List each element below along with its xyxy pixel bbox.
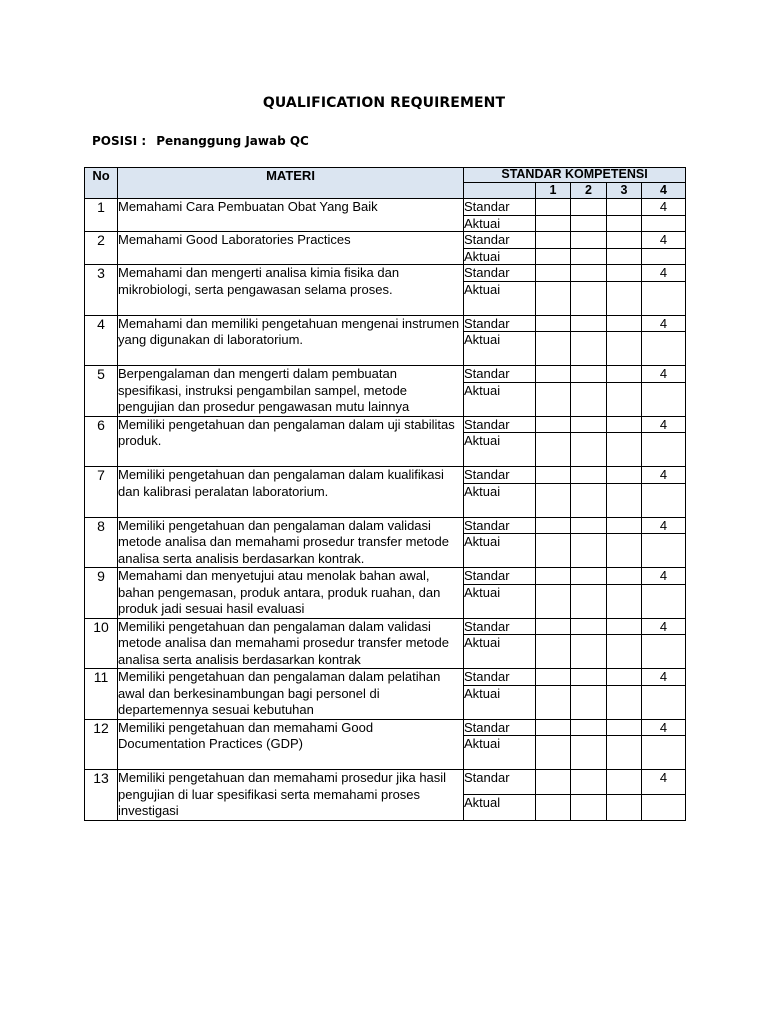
standar-label: Standar xyxy=(464,416,536,433)
aktual-level-4-cell xyxy=(642,534,686,568)
table-row xyxy=(85,719,686,736)
aktual-level-1-cell xyxy=(536,433,571,467)
standar-level-3-cell xyxy=(607,618,642,635)
standar-level-2-cell xyxy=(571,199,607,216)
standar-level-1-cell xyxy=(536,265,571,282)
aktual-label: Aktuai xyxy=(464,248,536,265)
standar-level-1-cell xyxy=(536,719,571,736)
aktual-level-2-cell xyxy=(571,248,607,265)
aktual-label: Aktuai xyxy=(464,685,536,719)
aktual-label: Aktuai xyxy=(464,483,536,517)
standar-level-4-cell: 4 xyxy=(642,517,686,534)
aktual-level-2-cell xyxy=(571,534,607,568)
standar-label: Standar xyxy=(464,315,536,332)
row-number: 9 xyxy=(85,568,118,619)
header-level-4: 4 xyxy=(642,183,686,199)
table-row xyxy=(85,265,686,282)
standar-level-3-cell xyxy=(607,467,642,484)
standar-level-3-cell xyxy=(607,770,642,795)
aktual-level-2-cell xyxy=(571,281,607,315)
standar-level-2-cell xyxy=(571,568,607,585)
aktual-level-4-cell xyxy=(642,332,686,366)
header-level-1: 1 xyxy=(536,183,571,199)
standar-level-2-cell xyxy=(571,265,607,282)
aktual-label: Aktuai xyxy=(464,635,536,669)
row-number: 8 xyxy=(85,517,118,568)
standar-level-1-cell xyxy=(536,232,571,249)
standar-level-1-cell xyxy=(536,770,571,795)
standar-level-2-cell xyxy=(571,770,607,795)
standar-level-4-cell: 4 xyxy=(642,232,686,249)
standar-level-4-cell: 4 xyxy=(642,416,686,433)
aktual-level-1-cell xyxy=(536,332,571,366)
materi-cell: Memiliki pengetahuan dan pengalaman dalam pelatihan awal dan berkesinambungan bagi personel di departemennya sesuai kebutuhan xyxy=(118,669,464,720)
position-value: Penanggung Jawab QC xyxy=(156,134,309,148)
aktual-level-1-cell xyxy=(536,248,571,265)
standar-level-4-cell: 4 xyxy=(642,315,686,332)
materi-cell: Memiliki pengetahuan dan pengalaman dalam validasi metode analisa dan memahami prosedur transfer metode analisa serta analisis berdasarkan kontrak. xyxy=(118,517,464,568)
standar-level-4-cell: 4 xyxy=(642,366,686,383)
row-number: 1 xyxy=(85,199,118,232)
row-number: 11 xyxy=(85,669,118,720)
table-row xyxy=(85,315,686,332)
aktual-level-3-cell xyxy=(607,433,642,467)
table-row xyxy=(85,232,686,249)
standar-level-4-cell: 4 xyxy=(642,770,686,795)
aktual-level-4-cell xyxy=(642,281,686,315)
header-level-2: 2 xyxy=(571,183,607,199)
materi-cell: Memahami Good Laboratories Practices xyxy=(118,232,464,265)
aktual-level-4-cell xyxy=(642,795,686,820)
aktual-level-3-cell xyxy=(607,248,642,265)
aktual-level-1-cell xyxy=(536,736,571,770)
standar-level-3-cell xyxy=(607,669,642,686)
aktual-level-1-cell xyxy=(536,795,571,820)
aktual-level-4-cell xyxy=(642,382,686,416)
table-row xyxy=(85,669,686,686)
standar-level-1-cell xyxy=(536,669,571,686)
aktual-level-1-cell xyxy=(536,281,571,315)
aktual-label: Aktuai xyxy=(464,215,536,232)
standar-level-2-cell xyxy=(571,669,607,686)
table-row xyxy=(85,618,686,635)
aktual-level-4-cell xyxy=(642,584,686,618)
table-row xyxy=(85,770,686,795)
standar-level-4-cell: 4 xyxy=(642,265,686,282)
standar-label: Standar xyxy=(464,719,536,736)
row-number: 4 xyxy=(85,315,118,366)
table-row xyxy=(85,568,686,585)
aktual-level-1-cell xyxy=(536,215,571,232)
table-row xyxy=(85,517,686,534)
aktual-level-3-cell xyxy=(607,584,642,618)
aktual-level-2-cell xyxy=(571,382,607,416)
aktual-level-3-cell xyxy=(607,483,642,517)
aktual-level-1-cell xyxy=(536,534,571,568)
aktual-level-2-cell xyxy=(571,433,607,467)
standar-level-2-cell xyxy=(571,232,607,249)
materi-cell: Memahami dan menyetujui atau menolak bahan awal, bahan pengemasan, produk antara, produk ruahan, dan produk jadi sesuai hasil evaluasi xyxy=(118,568,464,619)
qualification-table xyxy=(84,167,686,821)
standar-level-3-cell xyxy=(607,265,642,282)
standar-level-3-cell xyxy=(607,199,642,216)
standar-label: Standar xyxy=(464,467,536,484)
aktual-level-4-cell xyxy=(642,635,686,669)
standar-level-4-cell: 4 xyxy=(642,719,686,736)
standar-level-4-cell: 4 xyxy=(642,467,686,484)
aktual-level-2-cell xyxy=(571,483,607,517)
aktual-level-2-cell xyxy=(571,332,607,366)
standar-level-1-cell xyxy=(536,199,571,216)
table-row xyxy=(85,416,686,433)
standar-label: Standar xyxy=(464,199,536,216)
aktual-level-3-cell xyxy=(607,685,642,719)
standar-level-3-cell xyxy=(607,232,642,249)
document-title: QUALIFICATION REQUIREMENT xyxy=(262,95,506,111)
aktual-label: Aktuai xyxy=(464,584,536,618)
standar-level-2-cell xyxy=(571,467,607,484)
materi-cell: Memiliki pengetahuan dan pengalaman dalam kualifikasi dan kalibrasi peralatan laboratorium. xyxy=(118,467,464,518)
aktual-label: Aktuai xyxy=(464,382,536,416)
aktual-level-3-cell xyxy=(607,382,642,416)
standar-level-2-cell xyxy=(571,416,607,433)
standar-level-4-cell: 4 xyxy=(642,618,686,635)
aktual-level-1-cell xyxy=(536,685,571,719)
materi-cell: Berpengalaman dan mengerti dalam pembuatan spesifikasi, instruksi pengambilan sampel, metode pengujian dan prosedur pengawasan mutu lainnya xyxy=(118,366,464,417)
row-number: 10 xyxy=(85,618,118,669)
aktual-level-3-cell xyxy=(607,215,642,232)
materi-cell: Memahami dan mengerti analisa kimia fisika dan mikrobiologi, serta pengawasan selama proses. xyxy=(118,265,464,316)
aktual-level-2-cell xyxy=(571,215,607,232)
row-number: 3 xyxy=(85,265,118,316)
header-standar-kompetensi: STANDAR KOMPETENSI xyxy=(464,168,686,183)
aktual-level-1-cell xyxy=(536,483,571,517)
header-materi: MATERI xyxy=(118,168,464,199)
standar-level-1-cell xyxy=(536,618,571,635)
aktual-level-4-cell xyxy=(642,483,686,517)
standar-level-4-cell: 4 xyxy=(642,568,686,585)
aktual-label: Aktuai xyxy=(464,736,536,770)
table-row xyxy=(85,199,686,216)
position-label: POSISI : xyxy=(92,134,147,148)
aktual-level-4-cell xyxy=(642,215,686,232)
row-number: 5 xyxy=(85,366,118,417)
aktual-level-3-cell xyxy=(607,281,642,315)
aktual-label: Aktuai xyxy=(464,332,536,366)
standar-level-2-cell xyxy=(571,315,607,332)
standar-level-1-cell xyxy=(536,517,571,534)
table-body xyxy=(85,199,686,821)
standar-label: Standar xyxy=(464,265,536,282)
materi-cell: Memahami Cara Pembuatan Obat Yang Baik xyxy=(118,199,464,232)
materi-cell: Memiliki pengetahuan dan pengalaman dalam validasi metode analisa dan memahami prosedur transfer metode analisa serta analisis berdasarkan kontrak xyxy=(118,618,464,669)
header-no: No xyxy=(85,168,118,199)
standar-level-1-cell xyxy=(536,467,571,484)
aktual-level-2-cell xyxy=(571,736,607,770)
standar-label: Standar xyxy=(464,517,536,534)
standar-level-3-cell xyxy=(607,366,642,383)
aktual-level-2-cell xyxy=(571,584,607,618)
table-row xyxy=(85,467,686,484)
aktual-level-1-cell xyxy=(536,382,571,416)
table-row xyxy=(85,366,686,383)
aktual-level-3-cell xyxy=(607,332,642,366)
aktual-label: Aktuai xyxy=(464,534,536,568)
standar-level-4-cell: 4 xyxy=(642,199,686,216)
standar-level-3-cell xyxy=(607,568,642,585)
position-line xyxy=(92,134,309,148)
standar-label: Standar xyxy=(464,770,536,795)
materi-cell: Memahami dan memiliki pengetahuan mengenai instrumen yang digunakan di laboratorium. xyxy=(118,315,464,366)
row-number: 2 xyxy=(85,232,118,265)
table-header xyxy=(85,168,686,199)
aktual-level-2-cell xyxy=(571,685,607,719)
standar-level-3-cell xyxy=(607,315,642,332)
materi-cell: Memiliki pengetahuan dan memahami Good Documentation Practices (GDP) xyxy=(118,719,464,770)
header-level-3: 3 xyxy=(607,183,642,199)
row-number: 12 xyxy=(85,719,118,770)
aktual-level-4-cell xyxy=(642,248,686,265)
materi-cell: Memiliki pengetahuan dan memahami prosedur jika hasil pengujian di luar spesifikasi serta memahami proses investigasi xyxy=(118,770,464,821)
standar-level-2-cell xyxy=(571,719,607,736)
row-number: 7 xyxy=(85,467,118,518)
standar-level-3-cell xyxy=(607,517,642,534)
materi-cell: Memiliki pengetahuan dan pengalaman dalam uji stabilitas produk. xyxy=(118,416,464,467)
aktual-level-1-cell xyxy=(536,635,571,669)
standar-label: Standar xyxy=(464,669,536,686)
aktual-level-4-cell xyxy=(642,736,686,770)
standar-level-2-cell xyxy=(571,517,607,534)
standar-level-3-cell xyxy=(607,416,642,433)
standar-label: Standar xyxy=(464,618,536,635)
aktual-level-3-cell xyxy=(607,534,642,568)
aktual-level-3-cell xyxy=(607,736,642,770)
standar-level-1-cell xyxy=(536,366,571,383)
standar-level-1-cell xyxy=(536,568,571,585)
aktual-level-4-cell xyxy=(642,685,686,719)
aktual-level-4-cell xyxy=(642,433,686,467)
row-number: 13 xyxy=(85,770,118,821)
standar-label: Standar xyxy=(464,366,536,383)
standar-level-3-cell xyxy=(607,719,642,736)
standar-label: Standar xyxy=(464,232,536,249)
aktual-level-1-cell xyxy=(536,584,571,618)
aktual-label: Aktuai xyxy=(464,433,536,467)
aktual-level-2-cell xyxy=(571,795,607,820)
aktual-level-2-cell xyxy=(571,635,607,669)
aktual-level-3-cell xyxy=(607,635,642,669)
aktual-level-3-cell xyxy=(607,795,642,820)
standar-level-4-cell: 4 xyxy=(642,669,686,686)
aktual-label: Aktuai xyxy=(464,281,536,315)
row-number: 6 xyxy=(85,416,118,467)
standar-label: Standar xyxy=(464,568,536,585)
standar-level-1-cell xyxy=(536,315,571,332)
header-blank xyxy=(464,183,536,199)
standar-level-1-cell xyxy=(536,416,571,433)
standar-level-2-cell xyxy=(571,366,607,383)
standar-level-2-cell xyxy=(571,618,607,635)
aktual-label: Aktual xyxy=(464,795,536,820)
